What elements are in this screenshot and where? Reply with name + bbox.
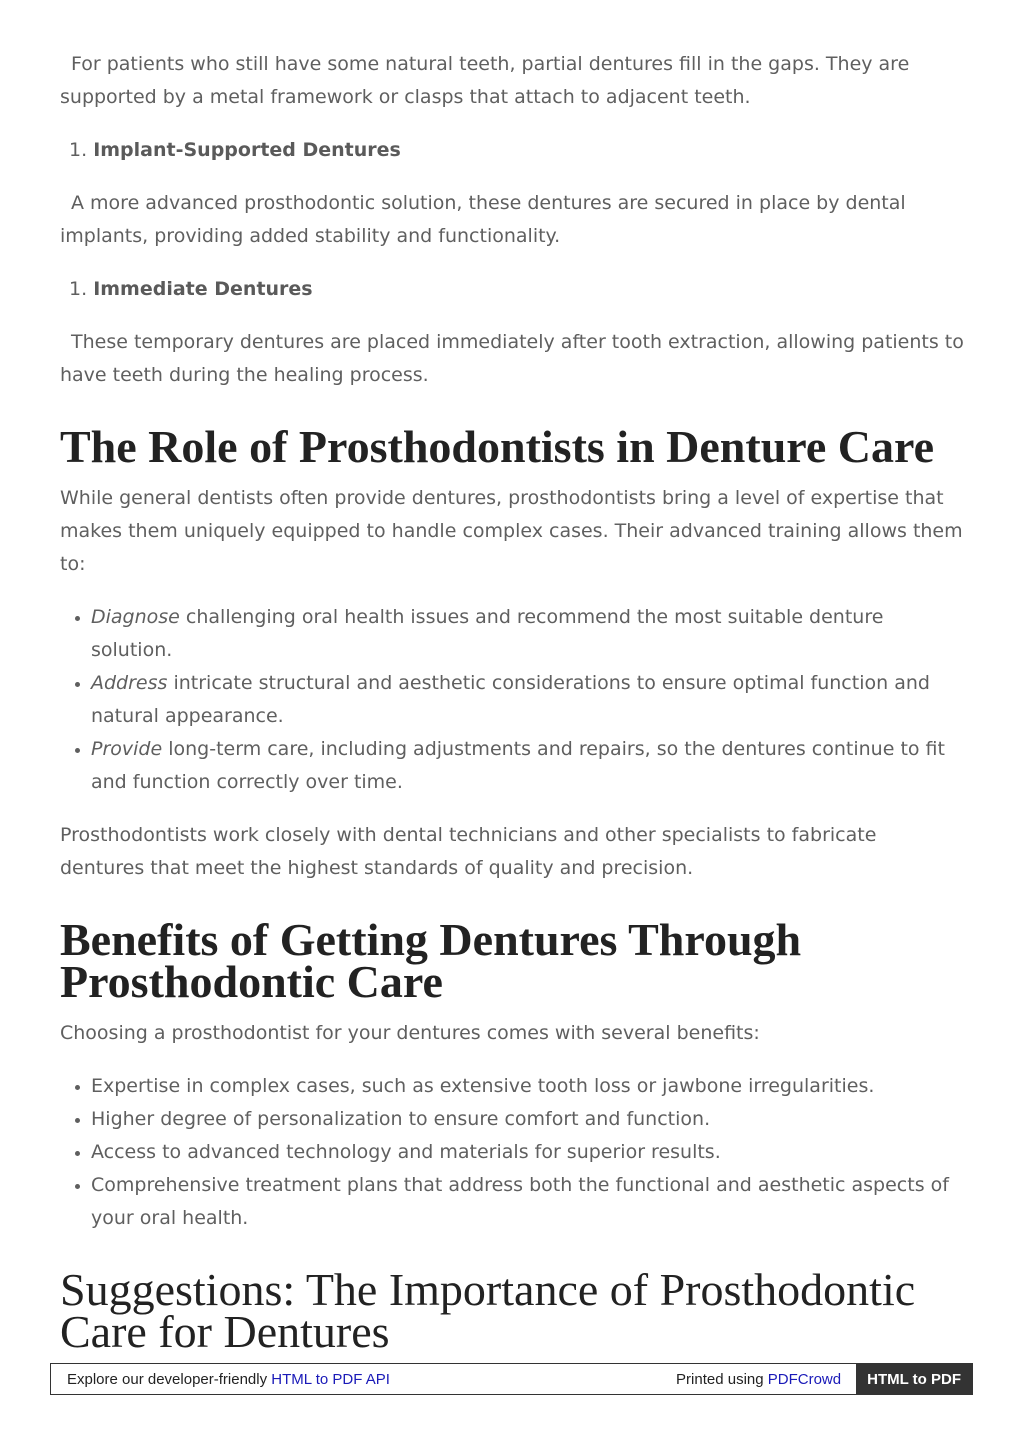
list-item [91, 733, 965, 799]
html-to-pdf-badge[interactable]: HTML to PDF [856, 1364, 972, 1394]
heading-benefits: Benefits of Getting Dentures Through Prosthodontic Care [60, 914, 802, 1007]
role-closing: Prosthodontists work closely with dental technicians and other specialists to fabricate dentures that meet the highest standards of quality and precision. [60, 824, 877, 879]
list-item-text: challenging oral health issues and recommend the most suitable denture solution. [91, 606, 884, 661]
list-item-lead: Diagnose [91, 606, 180, 628]
heading-suggestions: Suggestions: The Importance of Prosthodontic Care for Dentures [60, 1264, 916, 1357]
footer-printed [676, 1371, 856, 1388]
item-title: Implant-Supported Dentures [93, 139, 401, 161]
list-item [91, 601, 965, 667]
implant-description: A more advanced prosthodontic solution, these dentures are secured in place by dental implants, providing added stability and functionality. [60, 192, 906, 247]
item-title: Immediate Dentures [93, 278, 313, 300]
list-item-text: long-term care, including adjustments and repairs, so the dentures continue to fit and function correctly over time. [91, 738, 945, 793]
html-to-pdf-api-link[interactable]: HTML to PDF API [271, 1370, 390, 1388]
role-list [60, 601, 965, 799]
list-item-text: intricate structural and aesthetic considerations to ensure optimal function and natural appearance. [91, 672, 930, 727]
document-body [60, 48, 965, 1367]
pdfcrowd-link[interactable]: PDFCrowd [767, 1370, 842, 1388]
footer-printed-text: Printed using [676, 1370, 768, 1388]
list-item-lead: Address [91, 672, 168, 694]
list-item: • Expertise in complex cases, such as extensive tooth loss or jawbone irregularities. [91, 1070, 965, 1103]
intro-paragraph: For patients who still have some natural teeth, partial dentures fill in the gaps. They are supported by a metal framework or clasps that attach to adjacent teeth. [60, 53, 910, 108]
list-item: • Higher degree of personalization to ensure comfort and function. [91, 1103, 965, 1136]
list-item-lead: Provide [91, 738, 163, 760]
numbered-item-immediate [60, 273, 965, 306]
item-number: 1. [69, 278, 88, 300]
immediate-description: These temporary dentures are placed immediately after tooth extraction, allowing patients to have teeth during the healing process. [60, 331, 964, 386]
heading-role: The Role of Prosthodontists in Denture Care [60, 421, 934, 472]
footer-explore [51, 1371, 676, 1388]
footer-explore-text: Explore our developer-friendly [67, 1370, 272, 1388]
item-number: 1. [69, 139, 88, 161]
role-intro: While general dentists often provide dentures, prosthodontists bring a level of expertise that makes them uniquely equipped to handle complex cases. Their advanced training allows them to: [60, 487, 963, 575]
list-item [91, 667, 965, 733]
numbered-item-implant [60, 134, 965, 167]
list-item: • Access to advanced technology and materials for superior results. [91, 1136, 965, 1169]
benefits-intro: Choosing a prosthodontist for your dentures comes with several benefits: [60, 1022, 760, 1044]
pdf-footer-banner [50, 1363, 973, 1395]
list-item: • Comprehensive treatment plans that address both the functional and aesthetic aspects of your oral health. [91, 1169, 965, 1235]
benefits-list [60, 1070, 965, 1235]
